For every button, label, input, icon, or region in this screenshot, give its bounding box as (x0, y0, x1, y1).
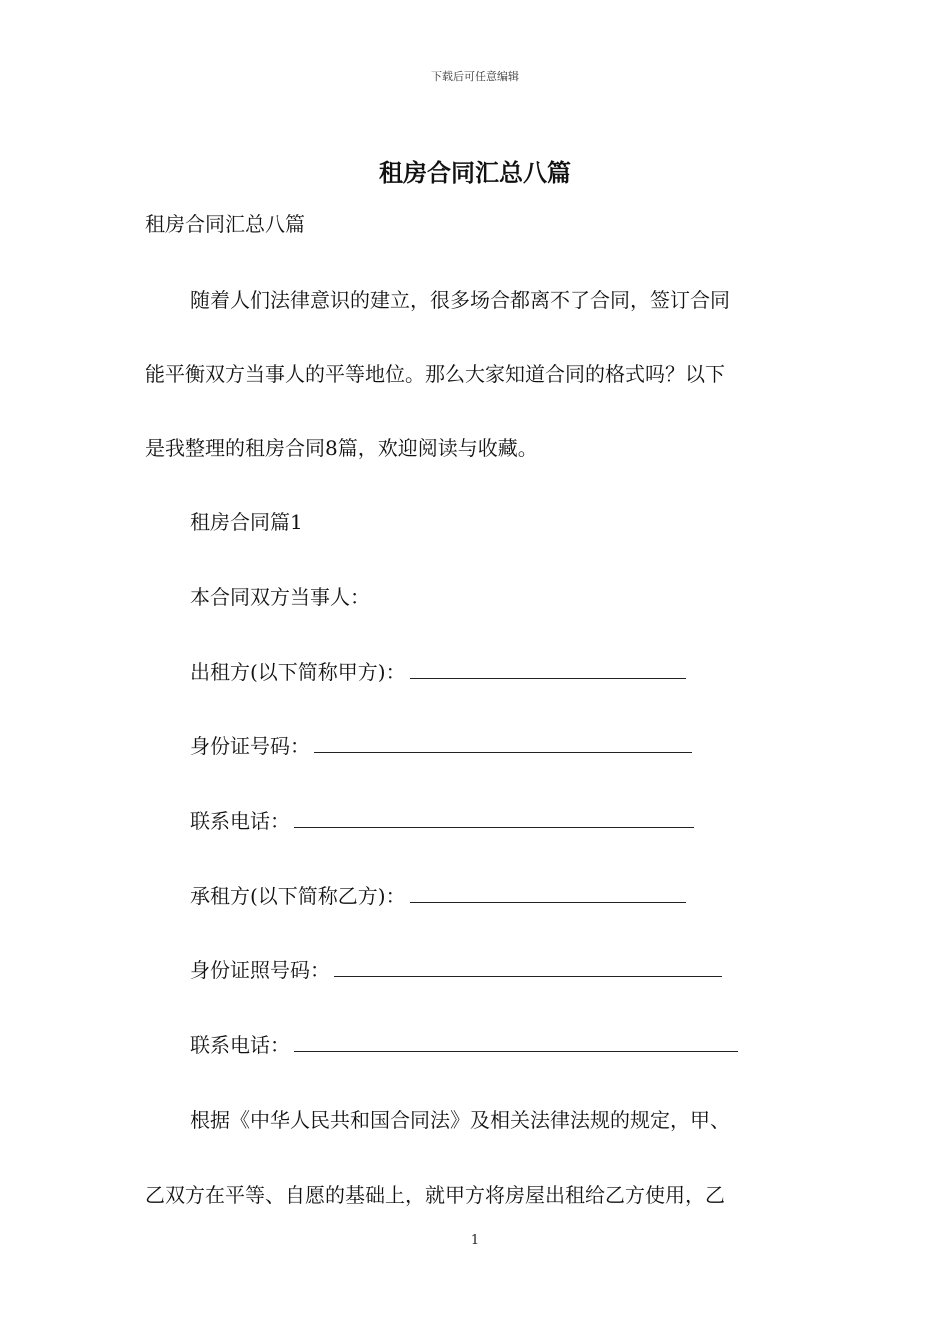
body-line-1: 根据《中华人民共和国合同法》及相关法律法规的规定，甲、 (190, 1108, 730, 1132)
field-lessee-id-blank (334, 958, 722, 977)
field-lessor-phone-blank (294, 809, 694, 828)
field-lessee-id (190, 958, 722, 982)
field-lessee-phone (190, 1033, 738, 1057)
field-lessor-id (190, 734, 692, 758)
intro-line-3: 是我整理的租房合同8篇，欢迎阅读与收藏。 (145, 436, 538, 460)
header-note: 下载后可任意编辑 (431, 70, 519, 83)
field-lessor-blank (410, 660, 686, 679)
field-lessee-id-label: 身份证照号码： (190, 958, 330, 982)
field-lessor-phone-label: 联系电话： (190, 809, 290, 833)
field-lessee-phone-label: 联系电话： (190, 1033, 290, 1057)
field-lessor-id-label: 身份证号码： (190, 734, 310, 758)
field-lessee-blank (410, 884, 686, 903)
field-lessee-label: 承租方(以下简称乙方)： (190, 884, 406, 908)
document-subtitle: 租房合同汇总八篇 (145, 212, 305, 236)
intro-line-1: 随着人们法律意识的建立，很多场合都离不了合同，签订合同 (190, 288, 730, 312)
field-lessor-id-blank (314, 734, 692, 753)
field-lessor-label: 出租方(以下简称甲方)： (190, 660, 406, 684)
intro-line-2: 能平衡双方当事人的平等地位。那么大家知道合同的格式吗？以下 (145, 362, 725, 386)
parties-label: 本合同双方当事人： (190, 585, 370, 609)
document-title: 租房合同汇总八篇 (379, 158, 571, 187)
page-number: 1 (470, 1233, 480, 1248)
section-heading: 租房合同篇1 (190, 510, 303, 534)
field-lessor-phone (190, 809, 694, 833)
body-line-2: 乙双方在平等、自愿的基础上，就甲方将房屋出租给乙方使用，乙 (145, 1183, 725, 1207)
field-lessee-phone-blank (294, 1033, 738, 1052)
field-lessor (190, 660, 686, 684)
field-lessee (190, 884, 686, 908)
